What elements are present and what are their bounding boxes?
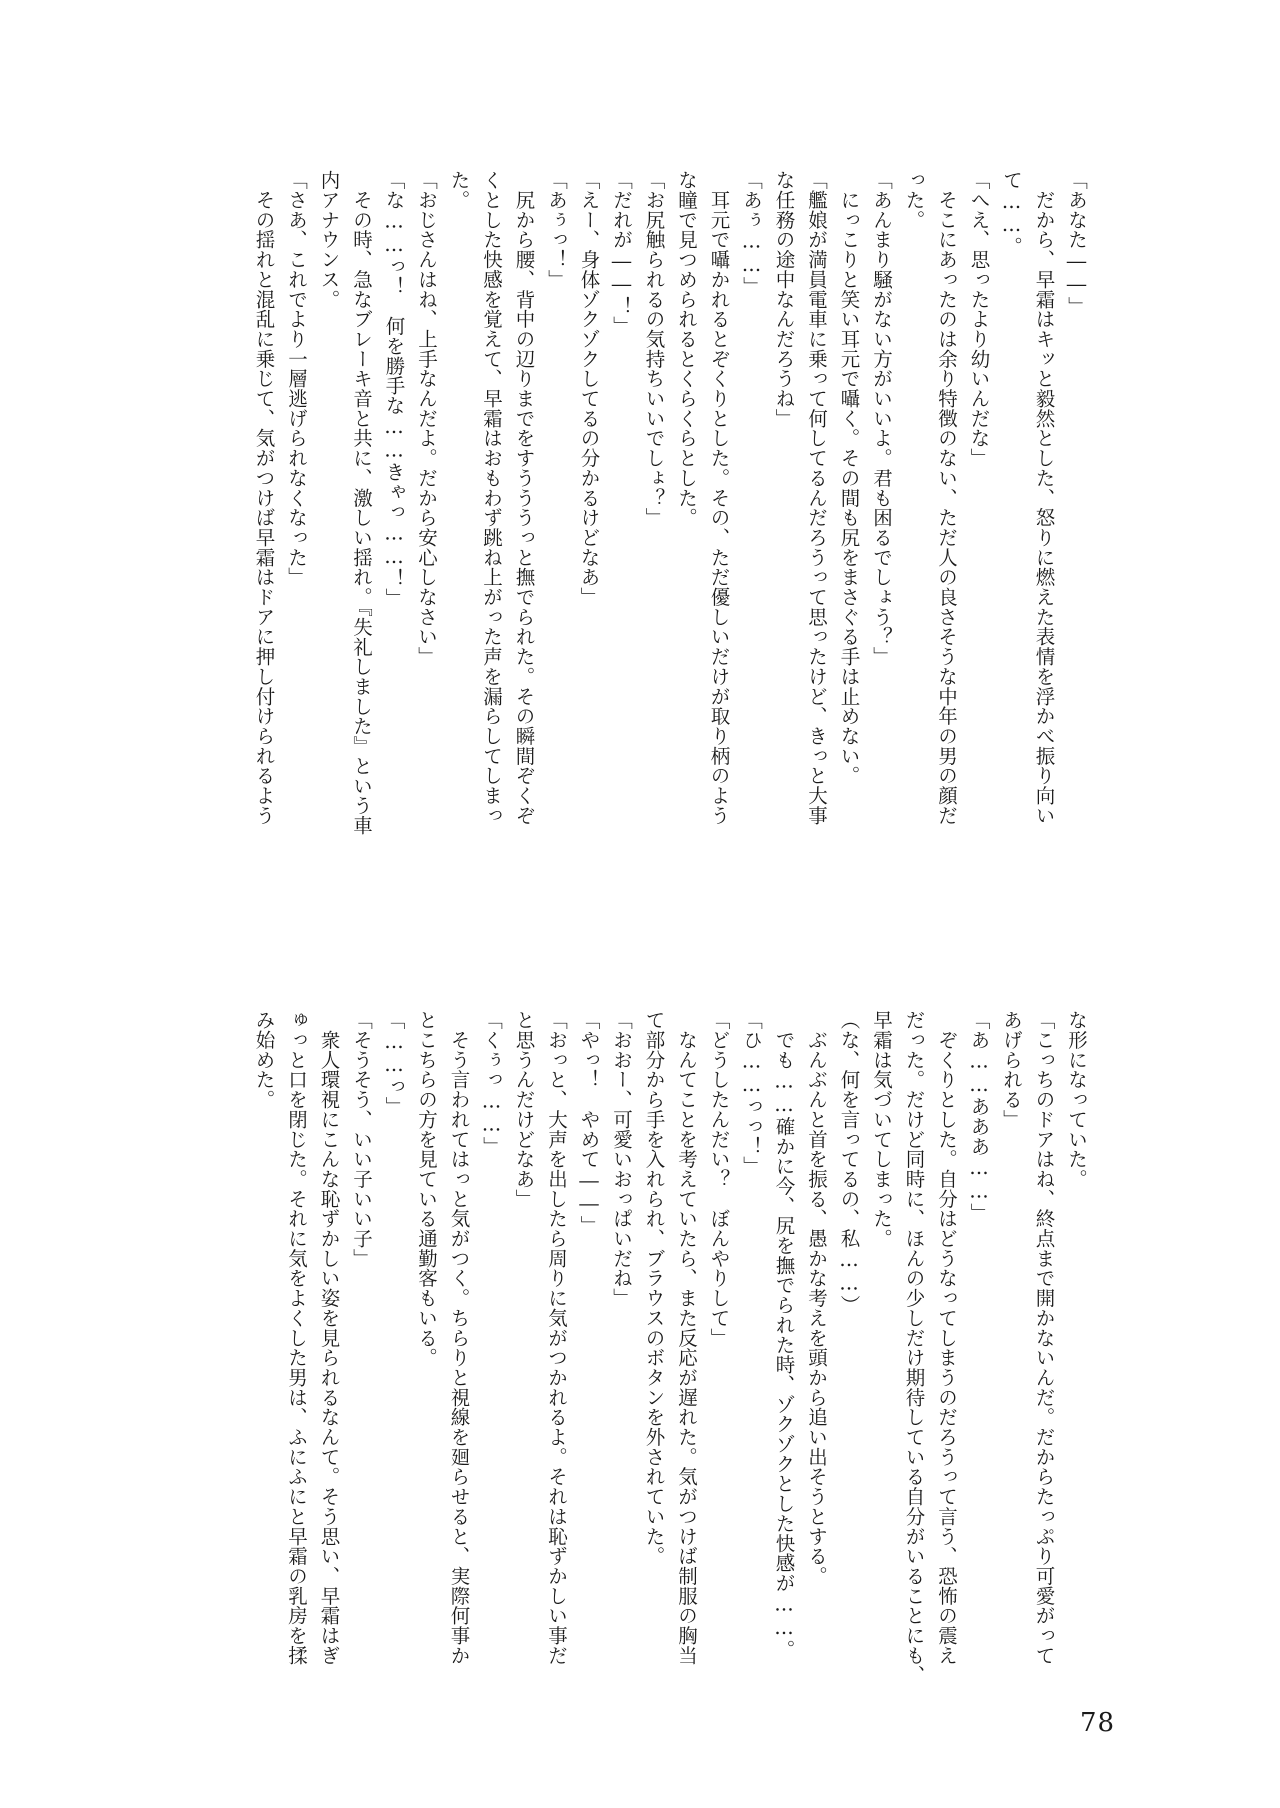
text-block-lower	[247, 1010, 1092, 1770]
text-line: た。	[447, 170, 471, 210]
text-line: 耳元で囁かれるとぞくりとした。その、ただ優しいだけが取り柄のよう	[707, 170, 731, 826]
text-line: 尻から腰、背中の辺りまでをすうううっと撫でられた。その瞬間ぞくぞ	[512, 170, 536, 826]
text-line: その揺れと混乱に乗じて、気がつけば早霜はドアに押し付けられるよう	[252, 170, 276, 826]
text-line: そう言われてはっと気がつく。ちらりと視線を廻らせると、実際何事か	[447, 1010, 471, 1666]
text-line: 「えー、身体ゾクゾクしてるの分かるけどなあ」	[577, 170, 601, 607]
text-line: 内アナウンス。	[317, 170, 341, 309]
text-line: 「おじさんはね、上手なんだよ。だから安心しなさい」	[415, 170, 438, 667]
page-number: 78	[1080, 1708, 1116, 1738]
text-block-upper	[247, 170, 1092, 930]
text-line: そこにあったのは余り特徴のない、ただ人の良さそうな中年の男の顔だ	[935, 170, 958, 826]
text-line: だった。だけど同時に、ほんの少しだけ期待している自分がいることにも、	[902, 1010, 926, 1685]
text-line: ぶんぶんと首を振る、愚かな考えを頭から追い出そうとする。	[805, 1010, 828, 1586]
text-line: だから、早霜はキッと毅然とした、怒りに燃えた表情を浮かべ振り向い	[1032, 170, 1056, 826]
text-line: な任務の途中なんだろうね」	[772, 170, 796, 429]
text-line: ゅっと口を閉じた。それに気をよくした男は、ふにふにと早霜の乳房を揉	[285, 1010, 308, 1666]
text-line: 「おっと、大声を出したら周りに気がつかれるよ。それは恥ずかしい事だ	[545, 1010, 568, 1666]
text-line: 衆人環視にこんな恥ずかしい姿を見られるなんて。そう思い、早霜はぎ	[317, 1010, 341, 1666]
text-line: 「くぅっ……」	[480, 1010, 503, 1156]
text-line: 「だれが――！」	[610, 170, 633, 336]
text-line: と思うんだけどなあ」	[512, 1010, 536, 1209]
text-line: 「あんまり騒がない方がいいよ。君も困るでしょう？」	[870, 170, 893, 667]
text-line: 「やっ！ やめて――」	[577, 1010, 601, 1236]
text-line: な瞳で見つめられるとくらくらとした。	[675, 170, 698, 528]
text-line: 「あなた――」	[1065, 170, 1088, 316]
text-line: ぞくりとした。自分はどうなってしまうのだろうって言う、恐怖の震え	[935, 1010, 958, 1666]
text-line: にっこりと笑い耳元で囁く。その間も尻をまさぐる手は止めない。	[837, 170, 861, 786]
text-line: 「あ……あああ……」	[967, 1010, 991, 1223]
text-line: 「……っ」	[382, 1010, 406, 1117]
text-line: 「な……っ！ 何を勝手な……きゃっ……！」	[382, 170, 406, 608]
text-line: あげられる」	[1000, 1010, 1023, 1130]
text-line: 「ひ……っっ！」	[740, 1010, 763, 1176]
text-line: み始めた。	[252, 1010, 276, 1110]
text-line: 「あぅっ！」	[545, 170, 568, 290]
text-line: て部分から手を入れられ、ブラウスのボタンを外されていた。	[642, 1010, 666, 1566]
text-line: でも……確かに今、尻を撫でられた時、ゾクゾクとした快感が……。	[772, 1010, 796, 1660]
text-line: （な、何を言ってるの、私……）	[837, 1010, 861, 1315]
text-line: その時、急なブレーキ音と共に、激しい揺れ。『失礼しました』という車	[350, 170, 373, 836]
text-line: な形になっていた。	[1065, 1010, 1088, 1189]
text-line: なんてことを考えていたら、また反応が遅れた。気がつけば制服の胸当	[675, 1010, 698, 1666]
text-line: 「どうしたんだい？ ぼんやりして」	[707, 1010, 731, 1348]
text-line: て……。	[1000, 170, 1023, 257]
text-line: 「おおー、可愛いおっぱいだね」	[610, 1010, 633, 1308]
text-line: 「へえ、思ったより幼いんだな」	[967, 170, 991, 468]
text-line: 「こっちのドアはね、終点まで開かないんだ。だからたっぷり可愛がって	[1032, 1010, 1056, 1666]
text-line: 「艦娘が満員電車に乗って何してるんだろうって思ったけど、きっと大事	[805, 170, 828, 826]
text-line: 「あぅ……」	[740, 170, 763, 297]
text-line: 早霜は気づいてしまった。	[870, 1010, 893, 1249]
text-line: った。	[902, 170, 926, 230]
text-line: 「お尻触られるの気持ちいいでしょ？」	[642, 170, 666, 528]
text-line: 「そうそう、いい子いい子」	[350, 1010, 373, 1269]
text-line: くとした快感を覚えて、早霜はおもわず跳ね上がった声を漏らしてしまっ	[480, 170, 503, 826]
text-line: 「さあ、これでより一層逃げられなくなった」	[285, 170, 308, 587]
text-line: とこちらの方を見ている通勤客もいる。	[415, 1010, 438, 1368]
